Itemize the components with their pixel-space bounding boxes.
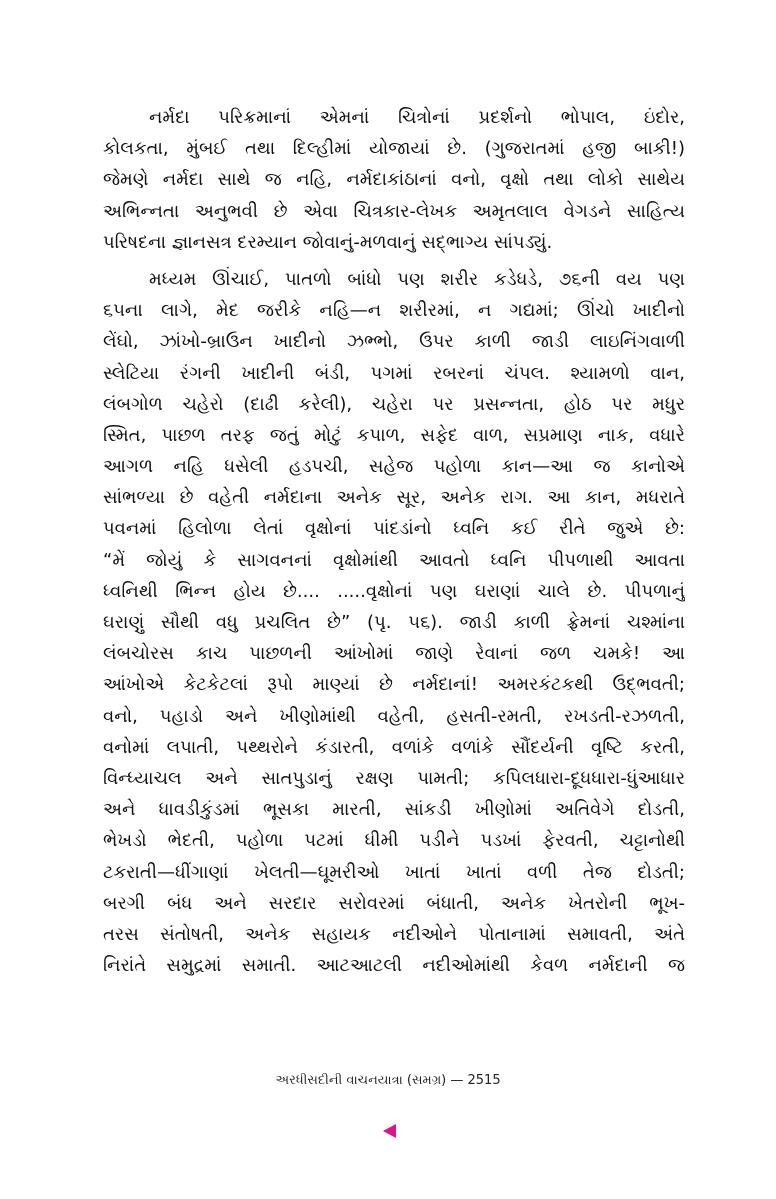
text-line: ભેખડો ભેદતી, પહોળા પટમાં ધીમી પડીને પડખાં ફેરવતી, ચટ્ટાનોથી [103,830,685,852]
text-line: ટકરાતી—ધીંગાણાં ખેલતી—ઘૂમરીઓ ખાતાં ખાતાં વળી તેજ દોડતી; [103,861,685,883]
page-footer: અરધીસદીની વાચનયાત્રા (સમગ્ર) — 2515 [275,1073,501,1088]
text-line: લંબગોળ ચહેરો (દાઢી કરેલી), ચહેરા પર પ્રસન્નતા, હોઠ પર મધુર [103,393,685,415]
text-line: “મેં જોયું કે સાગવનનાં વૃક્ષોમાંથી આવતો ધ્વનિ પીપળાથી આવતા [103,549,685,571]
text-line: અને ધાવડીકુંડમાં ભૂસકા મારતી, સાંકડી ખીણોમાં અતિવેગે દોડતી, [103,799,685,821]
text-line: ઘરાણું સૌથી વધુ પ્રચલિત છે” (પૃ. ૫૬). જાડી કાળી ફ્રેમનાં ચશ્માંના [103,612,685,633]
text-line: બરગી બંધ અને સરદાર સરોવરમાં બંધાતી, અનેક ખેતરોની ભૂખ- [103,892,685,914]
text-line: સ્મિત, પાછળ તરફ જતું મોટું કપાળ, સફેદ વાળ, સપ્રમાણ નાક, વધારે [103,424,685,446]
paragraph-2 [103,264,685,981]
text-line: તરસ સંતોષતી, અનેક સહાયક નદીઓને પોતાનામાં સમાવતી, અંતે [103,923,685,945]
text-line: લંબચોરસ કાચ પાછળની આંખોમાં જાણે રેવાનાં જળ ચમકે! આ [103,643,685,665]
text-line: જેમણે નર્મદા સાથે જ નહિ, નર્મદાકાંઠાનાં વનો, વૃક્ષો તથા લોકો સાથેય [103,169,685,191]
text-line: ધ્વનિથી ભિન્ન હોય છે.... .....વૃક્ષોનાં પણ ઘરાણાં ચાલે છે. પીપળાનું [103,580,685,602]
text-line: સાંભળ્યા છે વહેતી નર્મદાના અનેક સૂર, અનેક રાગ. આ કાન, મધરાતે [103,487,685,509]
paragraph-1 [103,102,685,258]
text-line: વિન્ધ્યાચલ અને સાતપુડાનું રક્ષણ પામતી; કપિલધારા-દૂધધારા-ધુંઆધાર [103,767,685,789]
text-line: આગળ નહિ ધસેલી હડપચી, સહેજ પહોળા કાન—આ જ કાનોએ [103,456,685,478]
text-line: વનોમાં લપાતી, પથ્થરોને કંડારતી, વળાંકે વળાંકે સૌંદર્યની વૃષ્ટિ કરતી, [103,736,685,758]
text-line: પવનમાં હિલોળા લેતાં વૃક્ષોનાં પાંદડાંનો ધ્વનિ કઈ રીતે જુએ છે: [103,518,685,540]
triangle-left-icon[interactable] [383,1124,396,1138]
text-line: આંખોએ કેટકેટલાં રૂપો માણ્યાં છે નર્મદાનાં! અમરકંટકથી ઉદ્ભવતી; [103,674,685,696]
text-line: ૬૫ના લાગે, મેદ જરીકે નહિ—ન શરીરમાં, ન ગદ્યમાં; ઊંચો ખાદીનો [103,300,685,322]
text-line: અભિન્નતા અનુભવી છે એવા ચિત્રકાર-લેખક અમૃતલાલ વેગડને સાહિત્ય [103,200,685,222]
text-line: કોલકતા, મુંબઈ તથા દિલ્હીમાં યોજાયાં છે. (ગુજરાતમાં હજી બાકી!) [103,138,685,160]
text-line: નર્મદા પરિક્રમાનાં એમનાં ચિત્રોનાં પ્રદર્શનો ભોપાલ, ઇંદોર, [149,107,685,128]
text-line: વનો, પહાડો અને ખીણોમાંથી વહેતી, હસતી-રમતી, રખડતી-રઝળતી, [103,705,685,727]
text-line: સ્લેટિયા રંગની ખાદીની બંડી, પગમાં રબરનાં ચંપલ. શ્યામળો વાન, [103,362,685,384]
text-line: મધ્યમ ઊંચાઈ, પાતળો બાંધો પણ શરીર કડેધડે, ૭૬ની વય પણ [149,268,685,290]
text-line: લેંઘો, ઝાંખો-બ્રાઉન ખાદીનો ઝભ્ભો, ઉપર કાળી જાડી લાઇનિંગવાળી [103,331,685,353]
text-line: નિરાંતે સમુદ્રમાં સમાતી. આટઆટલી નદીઓમાંથી કેવળ નર્મદાની જ [103,955,685,977]
body-text [103,102,685,981]
text-line: પરિષદના જ્ઞાનસત્ર દરમ્યાન જોવાનું-મળવાનું સદ્ભાગ્ય સાંપડ્યું. [103,231,553,253]
